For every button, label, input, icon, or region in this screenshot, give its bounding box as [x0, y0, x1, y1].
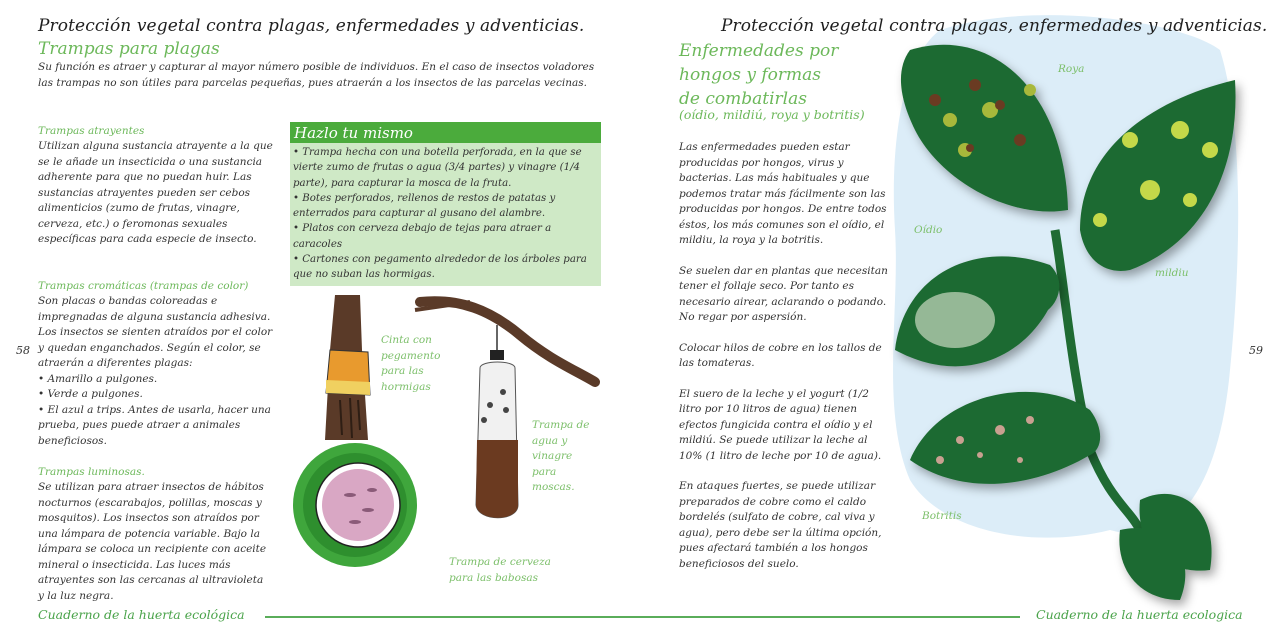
label-roya: Roya: [1058, 63, 1085, 75]
label-beer-trap: Trampa de cerveza para las babosas: [449, 556, 551, 584]
subsection-chromatic-traps: [38, 279, 274, 449]
diy-box-title: Hazlo tu mismo: [290, 122, 601, 143]
label-tape-trap: Cinta con pegamento para las hormigas: [381, 334, 441, 393]
diy-box: [290, 122, 601, 286]
diy-item: • Botes perforados, rellenos de restos de patatas y enterrados para capturar al gusano del alambre.: [293, 192, 556, 220]
subsection-title: Trampas cromáticas (trampas de color): [38, 280, 249, 292]
diseases-text: [679, 140, 889, 587]
paragraph: El suero de la leche y el yogurt (1/2 litro por 10 litros de agua) tienen efectos fungicida contra el oídio y el mildiú. Se puede utilizar la leche al 10% (1 litro de leche por 10 de agua).: [679, 387, 882, 462]
paragraph: En ataques fuertes, se puede utilizar preparados de cobre como el caldo bordelés (sulfato de cobre, cal viva y agua), pero debe ser la última opción, pues afectará también a los hongos beneficiosos del suelo.: [679, 480, 882, 570]
mildiu-leaf-icon: [1080, 80, 1236, 271]
title-line: de combatirlas: [679, 89, 807, 109]
label-botritis: Botritis: [922, 510, 962, 522]
bullet-item: • Verde a pulgones.: [38, 388, 143, 400]
subsection-body: Utilizan alguna sustancia atrayente a la que se le añade un insecticida o una sustancia adherente para que no puedan huir. Las sustancias atrayentes pueden ser cebos alimenticios (zumo de frutas, vinagre, cerveza, etc.) o feromonas sexuales específicas para cada especie de insecto.: [38, 140, 273, 245]
botritis-leaf-icon: [910, 392, 1100, 484]
footer-right: Cuaderno de la huerta ecologica: [1036, 607, 1243, 622]
page-number-left: 58: [16, 344, 30, 357]
bullet-item: • El azul a trips. Antes de usarla, hacer una prueba, pues puede atraer a animales beneficiosos.: [38, 403, 271, 447]
healthy-leaves-icon: [1119, 494, 1211, 600]
section-title-diseases: [679, 39, 838, 111]
subsection-light-traps: [38, 465, 268, 604]
roya-leaf-icon: [901, 45, 1068, 212]
diy-item: • Trampa hecha con una botella perforada, en la que se vierte zumo de frutas o agua (3/4 partes) y vinagre (1/4 parte), para capturar la mosca de la fruta.: [293, 147, 582, 189]
subsection-attractant-traps: [38, 124, 274, 248]
paragraph: Colocar hilos de cobre en los tallos de las tomateras.: [679, 341, 882, 369]
diy-box-body: [290, 143, 601, 285]
traps-intro: Su función es atraer y capturar al mayor número posible de individuos. En el caso de insectos voladores las trampas no son útiles para parcelas pequeñas, pues atraerán a los insectos de las parcelas vecinas.: [38, 61, 595, 89]
label-bottle-trap: Trampa de agua y vinagre para moscas.: [532, 419, 590, 493]
section-title-traps: Trampas para plagas: [38, 39, 220, 59]
title-line: Enfermedades por: [679, 41, 839, 61]
diy-item: • Platos con cerveza debajo de tejas para atraer a caracoles: [293, 223, 552, 250]
left-page-header: Protección vegetal contra plagas, enfermedades y adventicias.: [38, 16, 585, 36]
bottle-trap-icon: [476, 325, 518, 518]
subsection-body: Se utilizan para atraer insectos de hábitos nocturnos (escarabajos, polillas, moscas y mosquitos). Los insectos son atraídos por una lámpara de potencia variable. Bajo la lámpara se coloca un recipiente con aceite mineral o insecticida. Las luces más atrayentes son las cercanas al ultravioleta y la luz negra.: [38, 481, 267, 602]
subsection-title: Trampas luminosas.: [38, 466, 145, 478]
page-number-right: 59: [1249, 344, 1263, 357]
right-page-header: Protección vegetal contra plagas, enfermedades y adventicias.: [721, 16, 1268, 36]
label-mildiu: mildiu: [1155, 267, 1189, 279]
subsection-body: Son placas o bandas coloreadas e impregnadas de alguna sustancia adhesiva. Los insectos se sienten atraídos por el color y quedan enganchados. Según el color, se atraerán a diferentes plagas:: [38, 295, 273, 369]
section-subtitle: (oídio, mildiú, roya y botritis): [679, 107, 865, 122]
title-line: hongos y formas: [679, 65, 822, 85]
tree-trunk-tape-icon: [325, 295, 370, 440]
beer-trap-icon: [293, 443, 417, 567]
label-oidio: Oídio: [914, 224, 943, 236]
footer-left: Cuaderno de la huerta ecológica: [38, 607, 245, 622]
oidio-leaf-icon: [895, 256, 1059, 366]
subsection-title: Trampas atrayentes: [38, 125, 145, 137]
bullet-item: • Amarillo a pulgones.: [38, 372, 158, 385]
paragraph: Se suelen dar en plantas que necesitan tener el follaje seco. Por tanto es necesario airear, aclarando o podando. No regar por aspersión.: [679, 264, 888, 323]
footer-divider: [265, 616, 1020, 618]
diy-item: • Cartones con pegamento alrededor de los árboles para que no suban las hormigas.: [293, 254, 587, 281]
paragraph: Las enfermedades pueden estar producidas por hongos, virus y bacterias. Las más habituales y que podemos tratar más fácilmente son las producidas por hongos. De entre todos éstos, los más comunes son el oídio, el mildiu, la roya y la botritis.: [679, 141, 887, 246]
